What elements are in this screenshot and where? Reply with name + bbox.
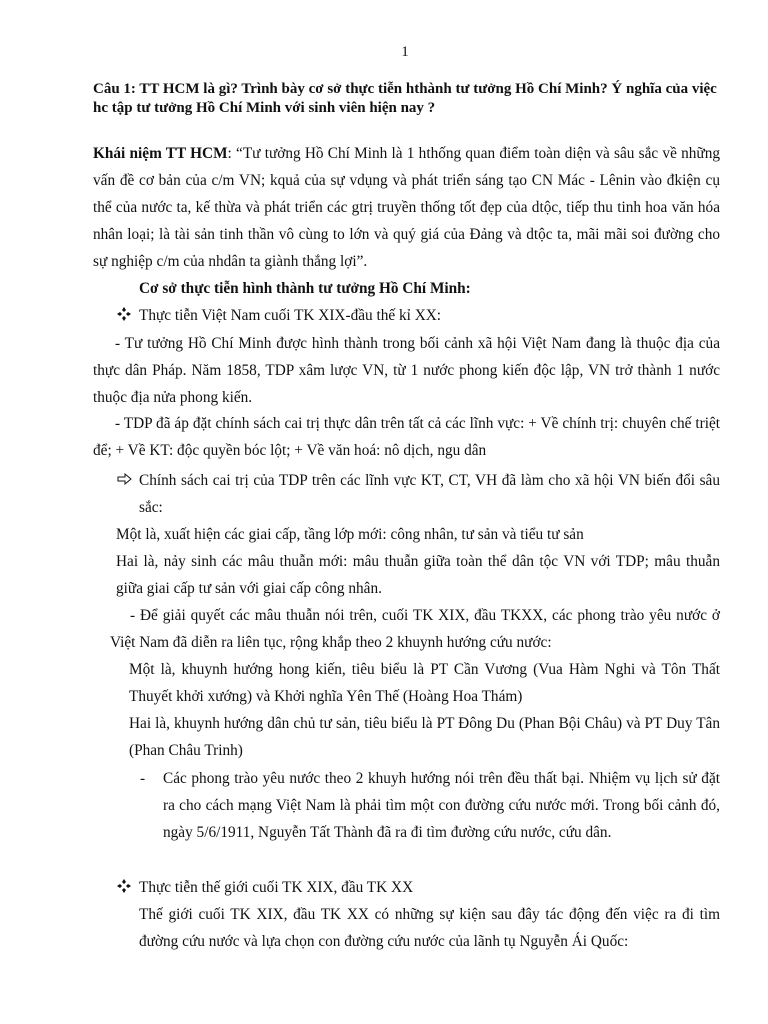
paragraph-colonial-context: - Tư tưởng Hồ Chí Minh được hình thành trong bối cảnh xã hội Việt Nam đang là thuộc địa của thực dân Pháp. Năm 1858, TDP xâm lược VN, từ 1 nước phong kiến độc lập, VN trở thành 1 nước thuộc địa nửa phong kiến. [93, 335, 720, 406]
dash-marker: - [140, 770, 146, 787]
paragraph-world-events: Thế giới cuối TK XIX, đầu TK XX có những sự kiện sau đây tác động đến việc ra đi tìm đường cứu nước và lựa chọn con đường cứu nước của lãnh tụ Nguyễn Ái Quốc: [139, 906, 720, 950]
paragraph-movements-failed: Các phong trào yêu nước theo 2 khuyh hướng nói trên đều thất bại. Nhiệm vụ lịch sử đặt ra cho cách mạng Việt Nam là phải tìm một con đường cứu nước mới. Trong bối cảnh đó, ngày 5/6/1911, Nguyễn Tất Thành đã ra đi tìm đường cứu nước, cứu dân. [163, 770, 720, 841]
paragraph-colonial-policy: - TDP đã áp đặt chính sách cai trị thực dân trên tất cả các lĩnh vực: + Về chính trị: chuyên chế triệt để; + Về KT: độc quyền bóc lột; + Về văn hoá: nô dịch, ngu dân [93, 415, 720, 459]
paragraph-patriotic-movements: - Để giải quyết các mâu thuẫn nói trên, cuối TK XIX, đầu TKXX, các phong trào yêu nước ở Việt Nam đã diễn ra liên tục, rộng khắp theo 2 khuynh hướng cứu nước: [110, 607, 720, 651]
diamond-bullet-icon [117, 879, 131, 893]
diamond-bullet-icon [117, 307, 131, 321]
page-number: 1 [401, 44, 409, 60]
arrow-item-social-change: Chính sách cai trị của TDP trên các lĩnh vực KT, CT, VH đã làm cho xã hội VN biến đổi sâu sắc: [139, 472, 720, 516]
question-title: Câu 1: TT HCM là gì? Trình bày cơ sở thực tiễn hthành tư tưởng Hồ Chí Minh? Ý nghĩa của việc hc tập tư tưởng Hồ Chí Minh với sinh viên hiện nay ? [93, 81, 717, 116]
concept-paragraph [93, 140, 720, 275]
paragraph-feudal-trend: Một là, khuynh hướng hong kiến, tiêu biểu là PT Cần Vương (Vua Hàm Nghi và Tôn Thất Thuyết khởi xướng) và Khởi nghĩa Yên Thế (Hoàng Hoa Thám) [129, 661, 720, 705]
bullet-vietnam-practice: Thực tiễn Việt Nam cuối TK XIX-đầu thế kỉ XX: [139, 307, 442, 324]
concept-label: Khái niệm TT HCM [93, 145, 228, 162]
concept-text: : “Tư tưởng Hồ Chí Minh là 1 hthống quan điểm toàn diện và sâu sắc về những vấn đề cơ bản của c/m VN; kquả của sự vdụng và phát triển sáng tạo CN Mác - Lênin vào đkiện cụ thể của nước ta, kế thừa và phát triển các gtrị truyền thống tốt đẹp của dtộc, tiếp thu tinh hoa văn hóa nhân loại; là tài sản tinh thần vô cùng to lớn và quý giá của Đảng và dtộc ta, mãi mãi soi đường cho sự nghiệp c/m của nhdân ta giành thắng lợi”. [93, 145, 720, 270]
bullet-world-practice: Thực tiễn thế giới cuối TK XIX, đầu TK XX [139, 879, 414, 896]
outline-arrow-icon [117, 473, 132, 485]
paragraph-new-classes: Một là, xuất hiện các giai cấp, tầng lớp mới: công nhân, tư sản và tiểu tư sản [116, 526, 584, 543]
paragraph-bourgeois-trend: Hai là, khuynh hướng dân chủ tư sản, tiêu biểu là PT Đông Du (Phan Bội Châu) và PT Duy Tân (Phan Châu Trinh) [129, 715, 720, 759]
paragraph-new-conflicts: Hai là, nảy sinh các mâu thuẫn mới: mâu thuẫn giữa toàn thể dân tộc VN với TDP; mâu thuẫn giữa giai cấp tư sản với giai cấp công nhân. [116, 553, 720, 597]
section-heading: Cơ sở thực tiễn hình thành tư tưởng Hồ Chí Minh: [139, 280, 471, 297]
